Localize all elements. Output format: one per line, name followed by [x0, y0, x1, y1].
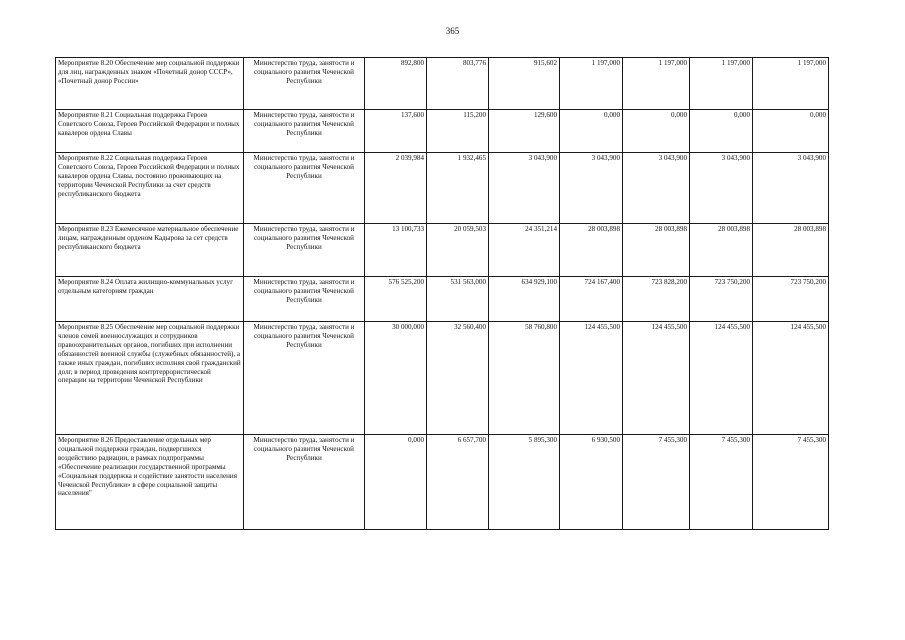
event-cell: Мероприятие 8.20 Обеспечение мер социальной поддержки для лиц, награжденных знаком «Почетный донор СССР», «Почетный донор России»	[56, 58, 244, 110]
value-cell: 723 750,200	[753, 277, 829, 322]
event-cell: Мероприятие 8.21 Социальная поддержка Героев Советского Союза, Героев Российской Федерации и полных кавалеров ордена Славы	[56, 110, 244, 153]
event-cell: Мероприятие 8.26 Предоставление отдельных мер социальной поддержки граждан, подвергшихся воздействию радиации, в рамках подпрограммы «Обеспечение реализации государственной программы «Социальная поддержка и содействие занятости населения Чеченской Республики» в сфере социальной защиты населения"	[56, 435, 244, 530]
value-cell: 137,600	[365, 110, 427, 153]
value-cell: 634 929,100	[489, 277, 560, 322]
value-cell: 13 100,733	[365, 224, 427, 277]
value-cell: 3 043,900	[560, 153, 623, 224]
value-cell: 124 455,500	[623, 322, 690, 435]
value-cell: 7 455,300	[690, 435, 753, 530]
value-cell: 723 750,200	[690, 277, 753, 322]
value-cell: 3 043,900	[753, 153, 829, 224]
table-row	[56, 58, 829, 110]
value-cell: 28 003,898	[690, 224, 753, 277]
value-cell: 0,000	[623, 110, 690, 153]
ministry-cell: Министерство труда, занятости и социального развития Чеченской Республики	[244, 277, 365, 322]
event-cell: Мероприятие 8.25 Обеспечение мер социальной поддержки членов семей военнослужащих и сотрудников правоохранительных органов, погибших при исполнении обязанностей военной службы (служебных обязанностей), а также иных граждан, погибших исполняя свой гражданский долг, в период проведения контртеррористической операции на территории Чеченской Республики	[56, 322, 244, 435]
value-cell: 0,000	[753, 110, 829, 153]
value-cell: 7 455,300	[753, 435, 829, 530]
value-cell: 0,000	[365, 435, 427, 530]
value-cell: 129,600	[489, 110, 560, 153]
ministry-cell: Министерство труда, занятости и социального развития Чеченской Республики	[244, 224, 365, 277]
table-row	[56, 224, 829, 277]
table-row	[56, 322, 829, 435]
value-cell: 1 932,465	[427, 153, 489, 224]
ministry-cell: Министерство труда, занятости и социального развития Чеченской Республики	[244, 153, 365, 224]
value-cell: 915,602	[489, 58, 560, 110]
table-row	[56, 277, 829, 322]
value-cell: 28 003,898	[560, 224, 623, 277]
value-cell: 32 560,400	[427, 322, 489, 435]
page-number: 365	[445, 26, 460, 36]
value-cell: 2 039,984	[365, 153, 427, 224]
budget-table	[55, 57, 829, 530]
ministry-cell: Министерство труда, занятости и социального развития Чеченской Республики	[244, 322, 365, 435]
value-cell: 1 197,000	[753, 58, 829, 110]
value-cell: 3 043,900	[489, 153, 560, 224]
value-cell: 0,000	[560, 110, 623, 153]
value-cell: 115,200	[427, 110, 489, 153]
value-cell: 3 043,900	[690, 153, 753, 224]
value-cell: 6 930,500	[560, 435, 623, 530]
value-cell: 1 197,000	[690, 58, 753, 110]
value-cell: 28 003,898	[623, 224, 690, 277]
value-cell: 0,000	[690, 110, 753, 153]
value-cell: 724 167,400	[560, 277, 623, 322]
value-cell: 124 455,500	[690, 322, 753, 435]
ministry-cell: Министерство труда, занятости и социального развития Чеченской Республики	[244, 58, 365, 110]
event-cell: Мероприятие 8.23 Ежемесячное материальное обеспечение лицам, награжденным орденом Кадырова за сет средств республиканского бюджета	[56, 224, 244, 277]
ministry-cell: Министерство труда, занятости и социального развития Чеченской Республики	[244, 110, 365, 153]
value-cell: 30 000,000	[365, 322, 427, 435]
value-cell: 28 003,898	[753, 224, 829, 277]
value-cell: 723 828,200	[623, 277, 690, 322]
table-row	[56, 435, 829, 530]
value-cell: 576 525,200	[365, 277, 427, 322]
ministry-cell: Министерство труда, занятости и социального развития Чеченской Республики	[244, 435, 365, 530]
value-cell: 124 455,500	[753, 322, 829, 435]
value-cell: 3 043,900	[623, 153, 690, 224]
value-cell: 58 760,800	[489, 322, 560, 435]
event-cell: Мероприятие 8.24 Оплата жилищно-коммунальных услуг отдельным категориям граждан	[56, 277, 244, 322]
table-row	[56, 153, 829, 224]
value-cell: 7 455,300	[623, 435, 690, 530]
value-cell: 531 563,000	[427, 277, 489, 322]
value-cell: 20 059,503	[427, 224, 489, 277]
value-cell: 24 351,214	[489, 224, 560, 277]
value-cell: 1 197,000	[560, 58, 623, 110]
value-cell: 6 657,700	[427, 435, 489, 530]
event-cell: Мероприятие 8.22 Социальная поддержка Героев Советского Союза, Героев Российской Федерации и полных кавалеров ордена Славы, постоянно проживающих на территории Чеченской Республики за счет средств республиканского бюджета	[56, 153, 244, 224]
value-cell: 124 455,500	[560, 322, 623, 435]
value-cell: 1 197,000	[623, 58, 690, 110]
value-cell: 5 895,300	[489, 435, 560, 530]
value-cell: 803,776	[427, 58, 489, 110]
table-row	[56, 110, 829, 153]
value-cell: 892,800	[365, 58, 427, 110]
